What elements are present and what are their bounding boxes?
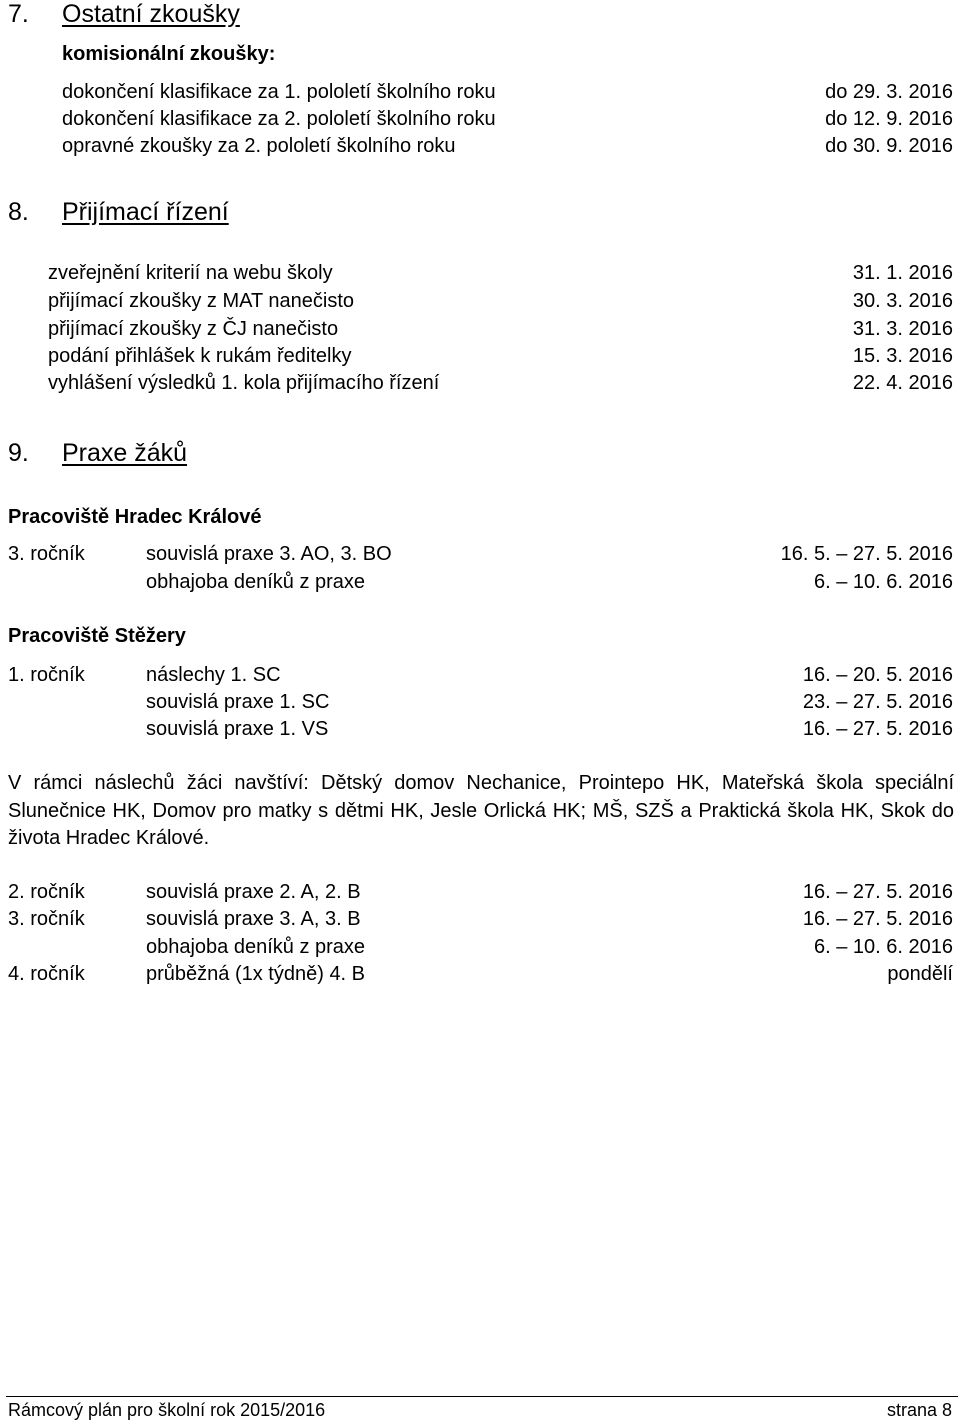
exam-row	[0, 79, 960, 105]
section-9-heading	[8, 439, 187, 467]
row-date: 6. – 10. 6. 2016	[813, 571, 953, 593]
row-date: 30. 3. 2016	[852, 290, 953, 312]
admission-row	[0, 260, 960, 286]
footer-divider	[6, 1396, 958, 1397]
workplace-hradec-heading: Pracoviště Hradec Králové	[8, 506, 262, 528]
row-activity: souvislá praxe 1. VS	[146, 718, 329, 740]
row-date: 16. 5. – 27. 5. 2016	[780, 543, 953, 565]
row-grade: 3. ročník	[8, 543, 85, 565]
section-number: 7.	[8, 0, 29, 28]
section-7-subtitle: komisionální zkoušky:	[62, 43, 276, 65]
admission-row	[0, 316, 960, 342]
row-activity: obhajoba deníků z praxe	[146, 936, 366, 958]
row-grade: 2. ročník	[8, 881, 85, 903]
exam-row	[0, 133, 960, 159]
practice-row	[0, 961, 960, 987]
practice-row	[0, 662, 960, 688]
row-label: zveřejnění kriterií na webu školy	[48, 262, 333, 284]
row-date: do 29. 3. 2016	[825, 81, 953, 103]
row-date: do 12. 9. 2016	[825, 108, 953, 130]
row-activity: souvislá praxe 2. A, 2. B	[146, 881, 361, 903]
row-label: vyhlášení výsledků 1. kola přijímacího řízení	[48, 372, 440, 394]
practice-row	[0, 879, 960, 905]
admission-row	[0, 343, 960, 369]
row-date: do 30. 9. 2016	[825, 135, 953, 157]
row-date: 15. 3. 2016	[852, 345, 953, 367]
row-label: přijímací zkoušky z ČJ nanečisto	[48, 318, 339, 340]
row-activity: souvislá praxe 1. SC	[146, 691, 330, 713]
row-date: pondělí	[887, 963, 953, 985]
admission-row	[0, 370, 960, 396]
row-date: 31. 1. 2016	[852, 262, 953, 284]
row-grade: 4. ročník	[8, 963, 85, 985]
practice-row	[0, 689, 960, 715]
practice-row	[0, 569, 960, 595]
row-label: přijímací zkoušky z MAT nanečisto	[48, 290, 355, 312]
section-7-heading	[8, 0, 240, 28]
observation-note-paragraph: V rámci náslechů žáci navštíví: Dětský domov Nechanice, Prointepo HK, Mateřská škola speciální Slunečnice HK, Domov pro matky s dětmi HK, Jesle Orlická HK; MŠ, SZŠ a Praktická škola HK, Skok do života Hradec Králové.	[8, 772, 954, 849]
row-date: 16. – 27. 5. 2016	[802, 718, 953, 740]
practice-row	[0, 716, 960, 742]
section-title: Přijímací řízení	[62, 198, 229, 226]
section-title: Praxe žáků	[62, 439, 188, 467]
row-date: 23. – 27. 5. 2016	[802, 691, 953, 713]
row-label: opravné zkoušky za 2. pololetí školního roku	[62, 135, 456, 157]
row-activity: souvislá praxe 3. AO, 3. BO	[146, 543, 392, 565]
practice-row	[0, 541, 960, 567]
row-label: dokončení klasifikace za 1. pololetí školního roku	[62, 81, 496, 103]
row-grade: 1. ročník	[8, 664, 85, 686]
practice-row	[0, 934, 960, 960]
row-activity: náslechy 1. SC	[146, 664, 281, 686]
row-date: 16. – 20. 5. 2016	[802, 664, 953, 686]
footer-page-number: strana 8	[886, 1400, 952, 1420]
practice-row	[0, 906, 960, 932]
section-title: Ostatní zkoušky	[62, 0, 240, 28]
row-date: 6. – 10. 6. 2016	[813, 936, 953, 958]
footer-document-title: Rámcový plán pro školní rok 2015/2016	[8, 1400, 326, 1420]
row-date: 22. 4. 2016	[852, 372, 953, 394]
row-date: 16. – 27. 5. 2016	[802, 908, 953, 930]
workplace-stezery-heading: Pracoviště Stěžery	[8, 625, 186, 647]
admission-row	[0, 288, 960, 314]
section-number: 9.	[8, 439, 29, 467]
row-activity: obhajoba deníků z praxe	[146, 571, 366, 593]
row-grade: 3. ročník	[8, 908, 85, 930]
exam-row	[0, 106, 960, 132]
row-label: podání přihlášek k rukám ředitelky	[48, 345, 352, 367]
section-8-heading	[8, 198, 229, 226]
row-date: 16. – 27. 5. 2016	[802, 881, 953, 903]
section-number: 8.	[8, 198, 29, 226]
row-date: 31. 3. 2016	[852, 318, 953, 340]
row-label: dokončení klasifikace za 2. pololetí školního roku	[62, 108, 496, 130]
row-activity: souvislá praxe 3. A, 3. B	[146, 908, 361, 930]
row-activity: průběžná (1x týdně) 4. B	[146, 963, 366, 985]
